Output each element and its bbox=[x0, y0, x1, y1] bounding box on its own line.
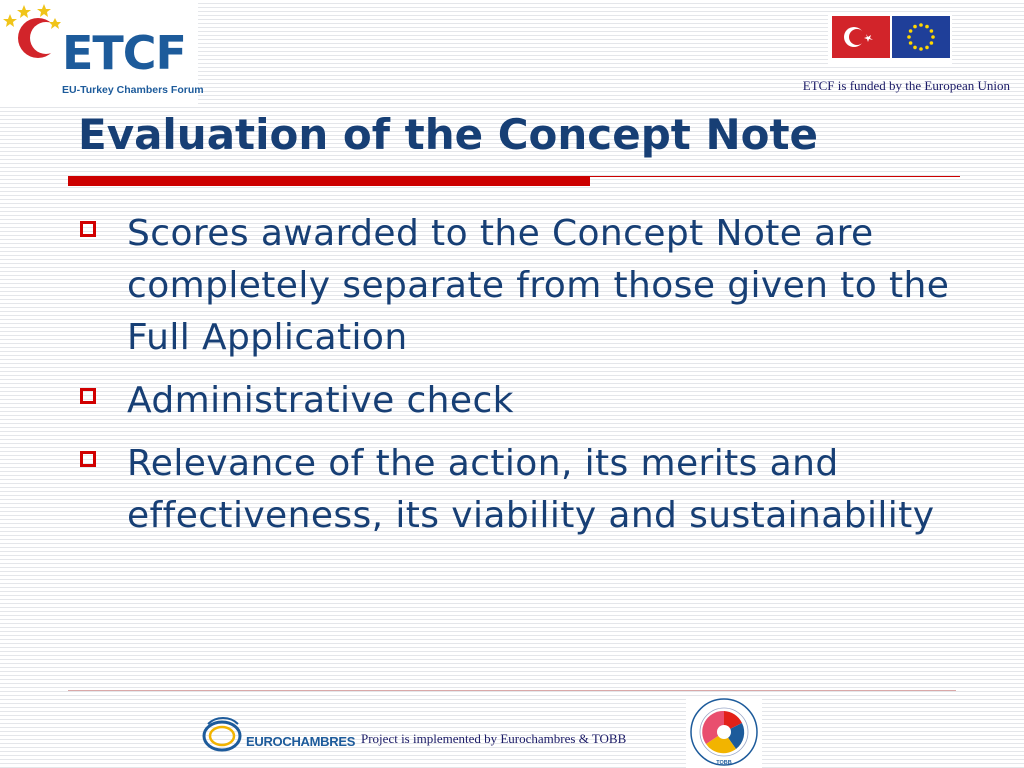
bullet-text: Scores awarded to the Concept Note are completely separate from those given to the Full Application bbox=[127, 213, 950, 358]
eurochambres-label: EUROCHAMBRES bbox=[246, 734, 356, 749]
square-bullet-icon bbox=[80, 451, 96, 467]
slide-title: Evaluation of the Concept Note bbox=[78, 110, 819, 159]
bullet-item bbox=[80, 208, 960, 364]
square-bullet-icon bbox=[80, 221, 96, 237]
bullet-text: Administrative check bbox=[127, 380, 514, 421]
eurochambres-swirl-icon bbox=[200, 712, 244, 756]
logo-wordmark: ETCF bbox=[62, 26, 186, 80]
turkey-flag-icon bbox=[832, 16, 890, 58]
funding-note: ETCF is funded by the European Union bbox=[802, 78, 1010, 93]
title-underline-thick bbox=[68, 176, 590, 186]
flags bbox=[828, 12, 952, 66]
project-note: Project is implemented by Eurochambres & TOBB bbox=[361, 731, 627, 746]
bullet-text: Relevance of the action, its merits and effectiveness, its viability and sustainability bbox=[127, 443, 935, 536]
crescent-stars-logo-icon bbox=[2, 2, 66, 66]
logo-subtitle: EU-Turkey Chambers Forum bbox=[62, 84, 204, 96]
tobb-logo bbox=[686, 696, 762, 768]
tobb-seal-icon bbox=[686, 696, 762, 768]
etcf-logo bbox=[0, 0, 204, 104]
bullet-item bbox=[80, 438, 960, 542]
footer-divider bbox=[68, 690, 956, 691]
bullet-list bbox=[80, 208, 960, 553]
bullet-item bbox=[80, 375, 960, 427]
title-underline-thin bbox=[590, 176, 960, 177]
square-bullet-icon bbox=[80, 388, 96, 404]
eu-flag-icon bbox=[892, 16, 950, 58]
tobb-label: TOBB bbox=[716, 760, 732, 766]
